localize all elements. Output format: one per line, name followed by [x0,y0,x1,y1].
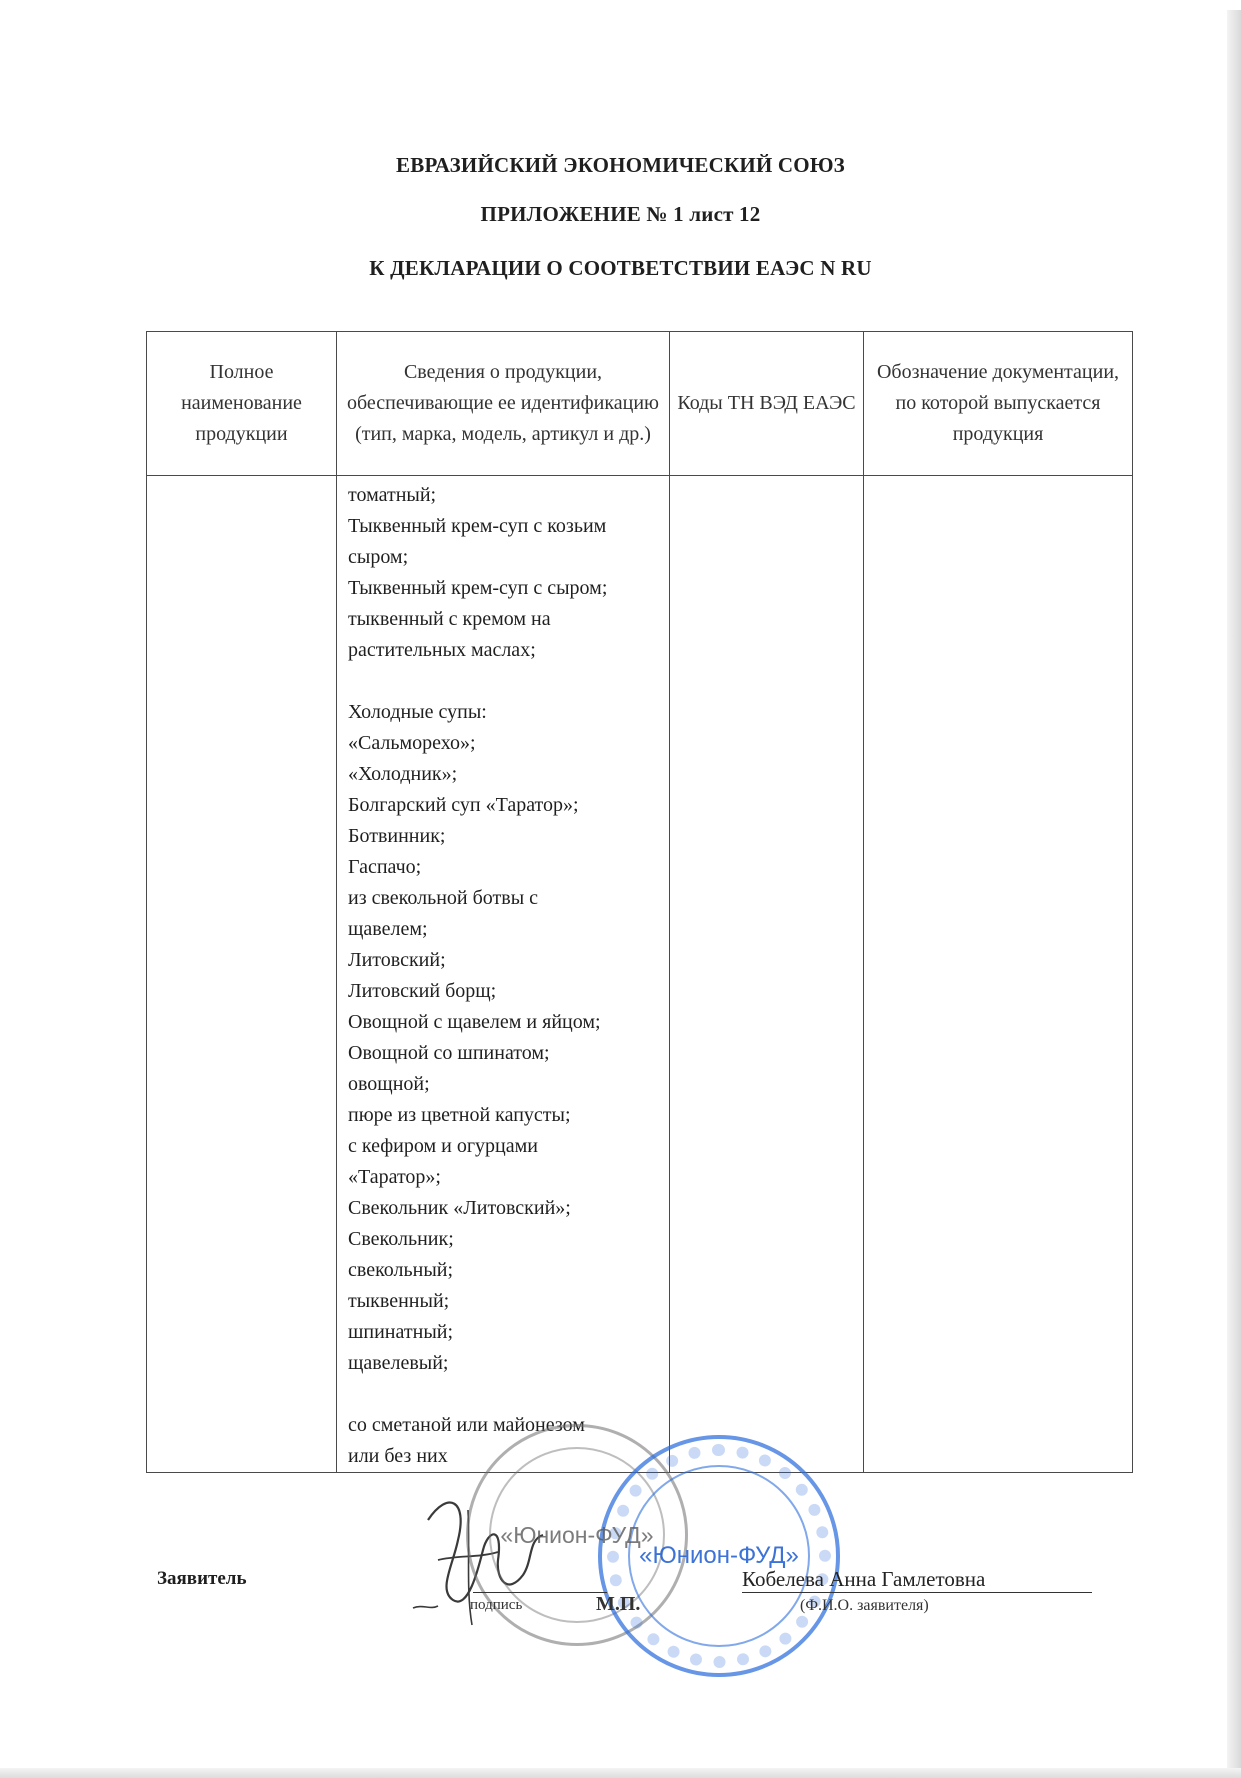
list-item [348,1379,661,1410]
list-item: Тыквенный крем-суп с сыром; [348,577,608,599]
list-item: пюре из цветной капусты; [348,1104,571,1126]
signature-caption: подпись [470,1597,523,1613]
cell-product-details [337,476,670,1473]
list-item: свекольный; [348,1259,454,1281]
list-item: тыквенный; [348,1290,450,1312]
union-title: ЕВРАЗИЙСКИЙ ЭКОНОМИЧЕСКИЙ СОЮЗ [396,153,845,177]
list-item: Свекольник «Литовский»; [348,1197,571,1219]
name-caption: (Ф.И.О. заявителя) [800,1597,929,1614]
list-item: из свекольной ботвы с [348,887,539,909]
list-item: томатный; [348,484,437,506]
table-row [147,476,1133,1473]
list-item: с кефиром и огурцами [348,1135,538,1157]
list-item: Болгарский суп «Таратор»; [348,794,579,816]
list-item: Овощной со шпинатом; [348,1042,550,1064]
list-item [348,666,661,697]
name-line [742,1592,1092,1593]
list-item: Ботвинник; [348,825,446,847]
gray-stamp-text: «Юнион-ФУД» [500,1521,654,1548]
list-item: Гаспачо; [348,856,422,878]
signature-line [473,1592,607,1593]
blue-company-stamp [598,1435,840,1677]
list-item: со сметаной или майонезом [348,1414,585,1436]
list-item: растительных маслах; [348,639,536,661]
header-product-name: Полное наименование продукции [147,332,337,476]
cell-documentation [864,476,1133,1473]
list-item: Литовский; [348,949,446,971]
list-item: тыквенный с кремом на [348,608,551,630]
list-item: Свекольник; [348,1228,454,1250]
appendix-title: ПРИЛОЖЕНИЕ № 1 лист 12 [480,202,761,226]
header-tn-ved-codes: Коды ТН ВЭД ЕАЭС [670,332,864,476]
stamp-place-caption: М.П. [596,1593,641,1615]
details-list [337,476,669,1472]
declaration-title: К ДЕКЛАРАЦИИ О СООТВЕТСТВИИ ЕАЭС N RU [369,256,872,280]
list-item: овощной; [348,1073,430,1095]
scan-edge-bottom [0,1768,1241,1778]
header-documentation: Обозначение документации, по которой выпускается продукция [864,332,1133,476]
list-item: сыром; [348,546,409,568]
applicant-name: Кобелева Анна Гамлетовна [742,1567,986,1591]
list-item: Овощной с щавелем и яйцом; [348,1011,601,1033]
list-item: Тыквенный крем-суп с козьим [348,515,607,537]
list-item: Холодные супы: [348,701,487,723]
cell-tn-ved-codes [670,476,864,1473]
list-item: шпинатный; [348,1321,454,1343]
blue-stamp-text: «Юнион-ФУД» [639,1542,799,1569]
list-item: Литовский борщ; [348,980,497,1002]
header-product-details: Сведения о продукции, обеспечивающие ее идентификацию (тип, марка, модель, артикул и др.) [337,332,670,476]
applicant-label: Заявитель [157,1568,247,1589]
cell-product-name [147,476,337,1473]
list-item: щавелем; [348,918,428,940]
products-table [146,331,1133,1473]
list-item: щавелевый; [348,1352,449,1374]
list-item: «Сальморехо»; [348,732,476,754]
list-item: «Холодник»; [348,763,458,785]
list-item: или без них [348,1445,448,1467]
list-item: «Таратор»; [348,1166,441,1188]
table-header-row [147,332,1133,476]
